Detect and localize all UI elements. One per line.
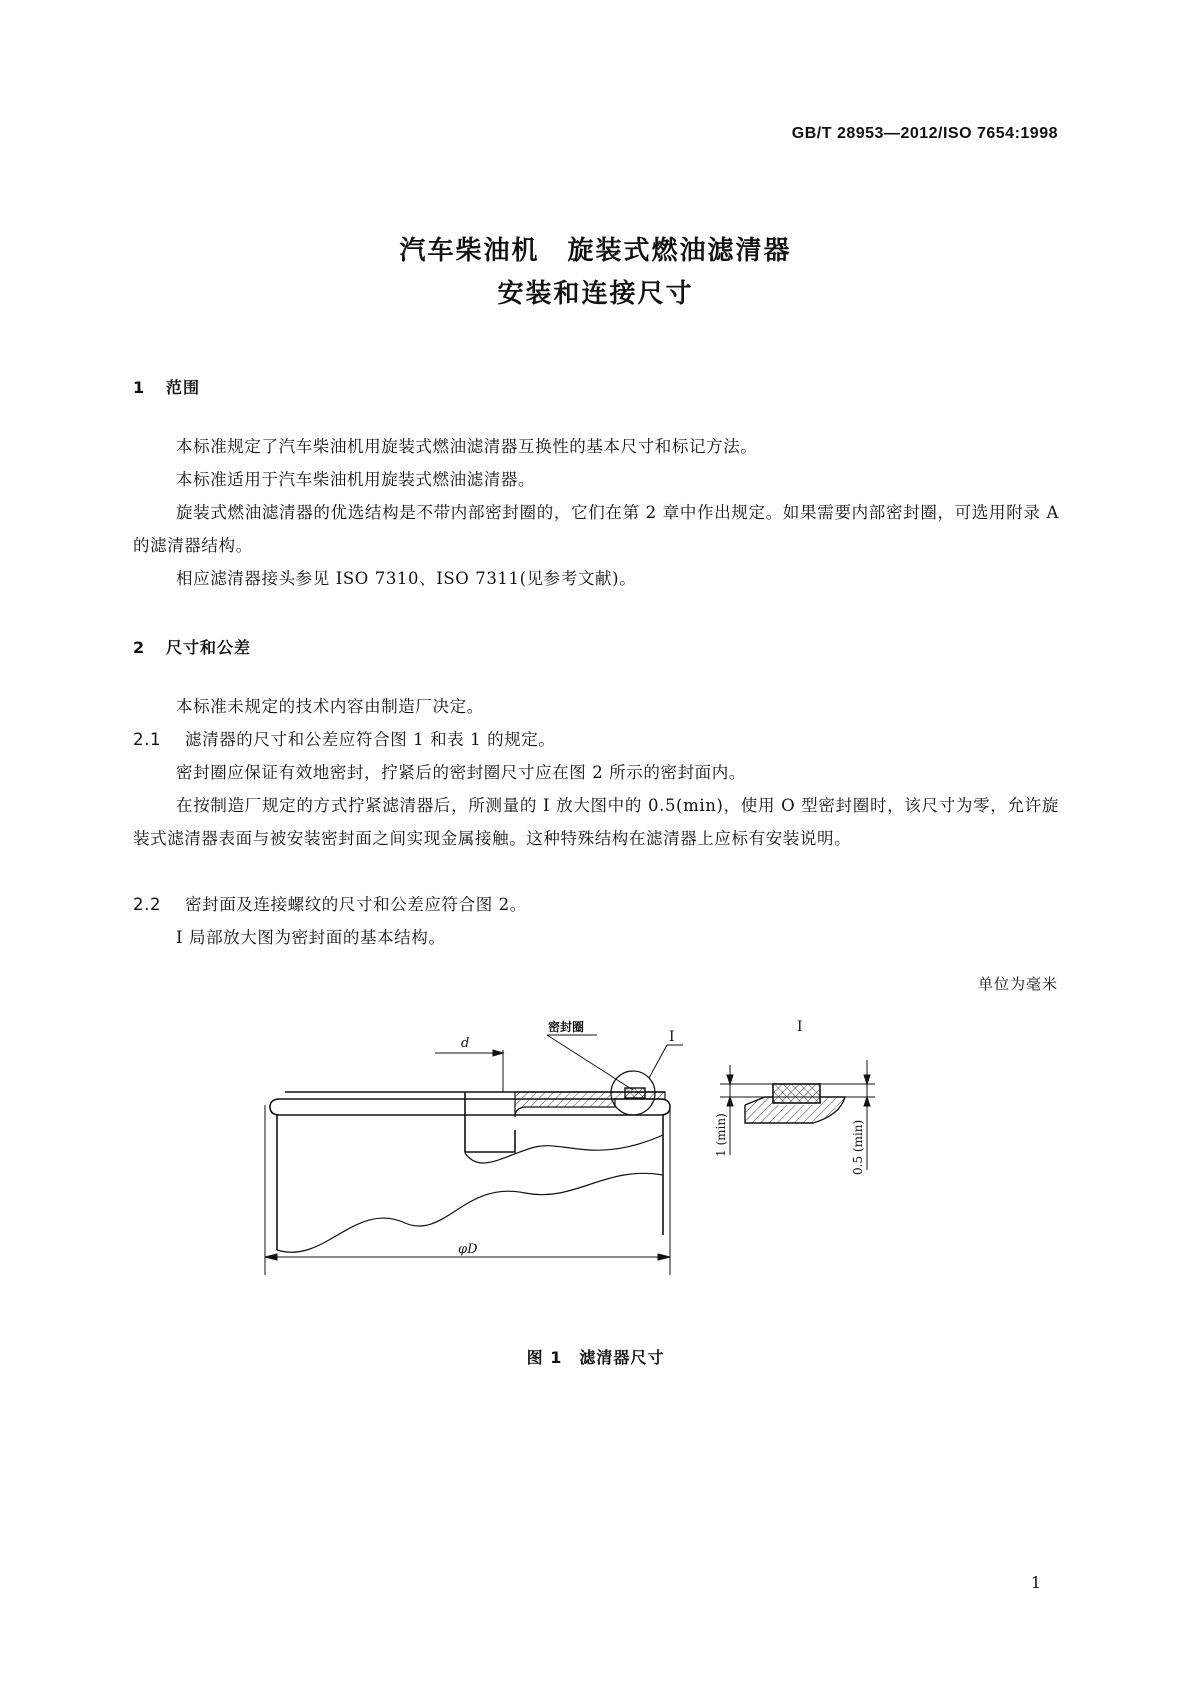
figure-caption: 图 1 滤清器尺寸: [526, 1348, 665, 1367]
filter-dimension-figure: [255, 1015, 955, 1315]
clause-2-1-paragraph-1: 密封圈应保证有效地密封，拧紧后的密封圈尺寸应在图 2 所示的密封面内。: [176, 763, 746, 782]
section-number: 2: [133, 638, 146, 657]
section-1-paragraph-4: 相应滤清器接头参见 ISO 7310、ISO 7311(见参考文献)。: [176, 569, 637, 588]
detail-view-title: I: [797, 1019, 803, 1035]
document-title-line-2: 安装和连接尺寸: [497, 279, 694, 309]
unit-note: 单位为毫米: [977, 975, 1058, 993]
clause-number: 2.2: [133, 895, 162, 914]
clause-number: 2.1: [133, 730, 162, 749]
clause-2-1-paragraph-2: 在按制造厂规定的方式拧紧滤清器后，所测量的 I 放大图中的 0.5(min)，使用 O 型密封圈时，该尺寸为零，允许旋装式滤清器表面与被安装密封面之间实现金属接触。这种特殊结构在滤清器上应标有安装说明。: [133, 796, 1059, 848]
section-2-intro: 本标准未规定的技术内容由制造厂决定。: [176, 697, 484, 716]
clause-text: 密封面及连接螺纹的尺寸和公差应符合图 2。: [185, 895, 527, 914]
clause-2-1: [133, 723, 1059, 756]
dimension-diameter-label: φD: [458, 1242, 478, 1257]
clause-2-2: [133, 888, 1059, 921]
section-1-paragraph-1: 本标准规定了汽车柴油机用旋装式燃油滤清器互换性的基本尺寸和标记方法。: [176, 437, 758, 456]
seal-ring-detail: [773, 1084, 820, 1103]
seal-ring-label: 密封圈: [548, 1020, 585, 1034]
section-title: 范围: [166, 378, 201, 397]
section-title: 尺寸和公差: [166, 638, 252, 657]
dimension-1min-label: 1 (min): [714, 1113, 728, 1157]
section-number: 1: [133, 378, 146, 397]
dimension-d-label: d: [461, 1036, 470, 1051]
clause-2-2-paragraph-1: I 局部放大图为密封面的基本结构。: [176, 928, 446, 947]
section-1-paragraph-2: 本标准适用于汽车柴油机用旋装式燃油滤清器。: [176, 470, 536, 489]
filter-body-outline: [270, 1092, 670, 1252]
section-1-paragraph-3: 旋装式燃油滤清器的优选结构是不带内部密封圈的，它们在第 2 章中作出规定。如果需要内部密封圈，可选用附录 A 的滤清器结构。: [133, 503, 1059, 555]
seal-ring-main: [625, 1088, 645, 1098]
dimension-05min-label: 0.5 (min): [851, 1119, 865, 1175]
section-1-heading: [133, 375, 200, 398]
standard-number: GB/T 28953—2012/ISO 7654:1998: [791, 125, 1058, 142]
page-number: 1: [1030, 1573, 1041, 1592]
document-title-line-1: 汽车柴油机 旋装式燃油滤清器: [399, 236, 792, 266]
section-2-heading: [133, 635, 251, 658]
detail-marker-label: I: [669, 1029, 675, 1045]
dimension-d: [435, 1050, 503, 1092]
clause-text: 滤清器的尺寸和公差应符合图 1 和表 1 的规定。: [185, 730, 556, 749]
